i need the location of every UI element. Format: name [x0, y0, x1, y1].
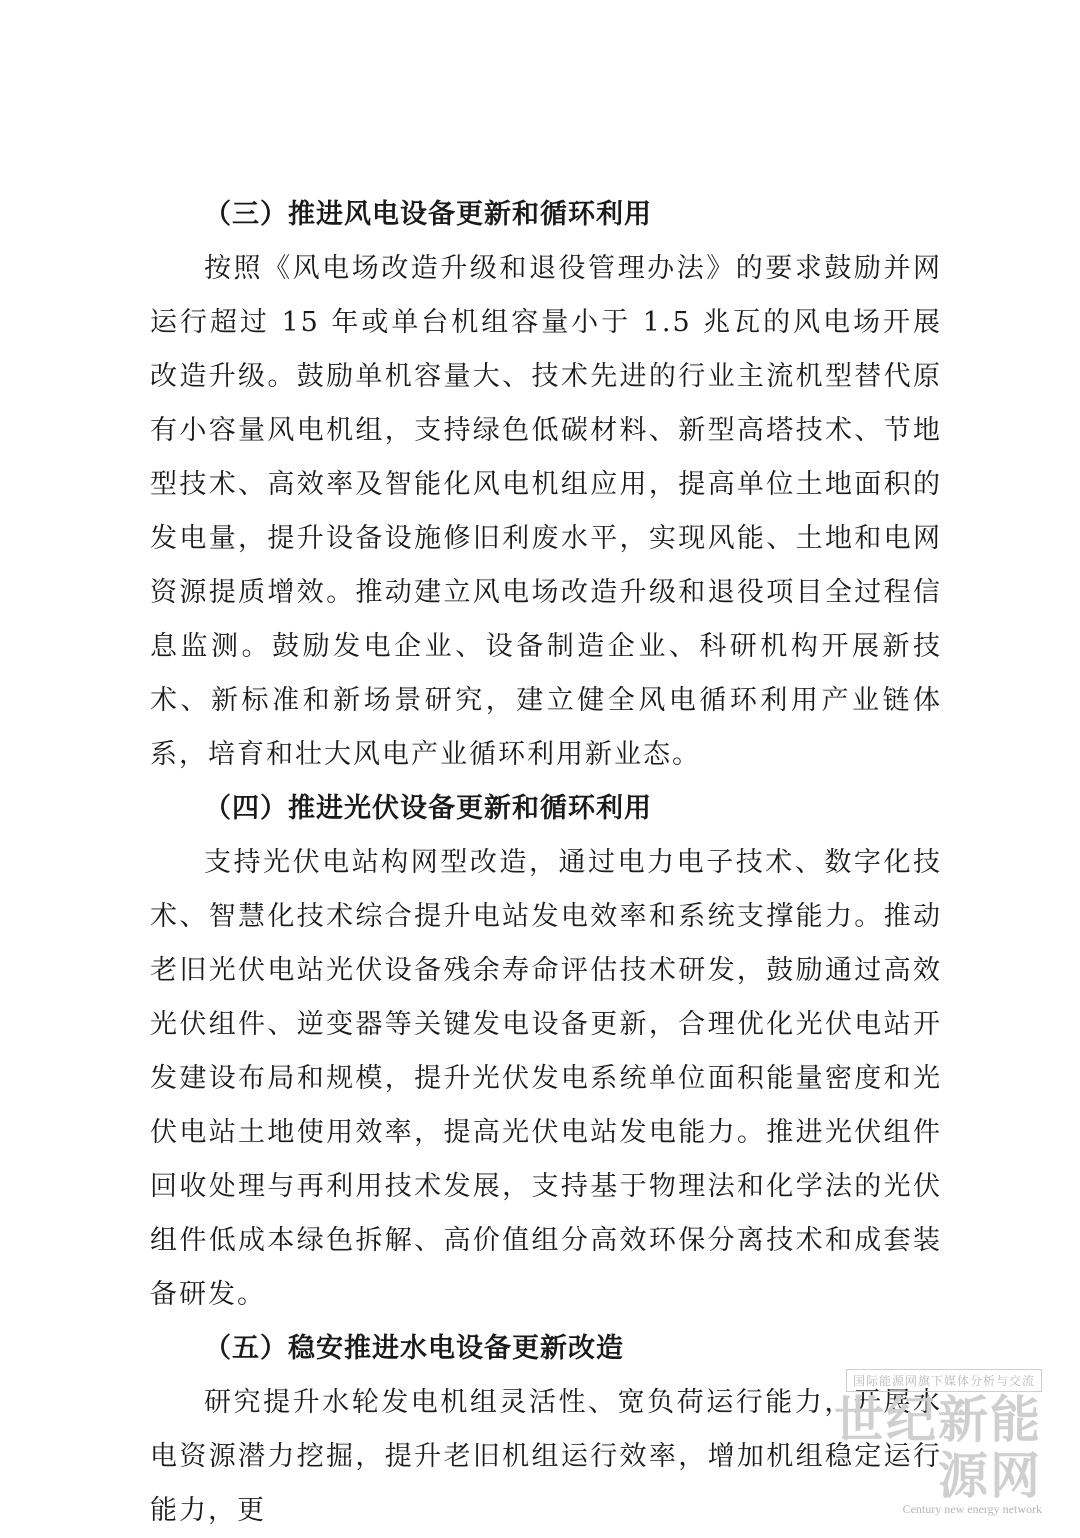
watermark-tagline: 国际能源网旗下媒体分析与交流 [846, 1369, 1042, 1392]
section-heading-5: （五）稳安推进水电设备更新改造 [204, 1333, 624, 1364]
document-body [150, 188, 942, 1538]
watermark-brand: 世纪新能源网 [834, 1390, 1042, 1505]
watermark-logo [802, 1369, 1042, 1517]
section-paragraph-3: 按照《风电场改造升级和退役管理办法》的要求鼓励并网运行超过 15 年或单台机组容量小于 1.5 兆瓦的风电场开展改造升级。鼓励单机容量大、技术先进的行业主流机型替代原有小容量风电机组，支持绿色低碳材料、新型高塔技术、节地型技术、高效率及智能化风电机组应用，提高单位土地面积的发电量，提升设备设施修旧利废水平，实现风能、土地和电网资源提质增效。推动建立风电场改造升级和退役项目全过程信息监测。鼓励发电企业、设备制造企业、科研机构开展新技术、新标准和新场景研究，建立健全风电循环利用产业链体系，培育和壮大风电产业循环利用新业态。 [150, 253, 942, 770]
section-heading-4: （四）推进光伏设备更新和循环利用 [204, 793, 652, 824]
section-paragraph-5: 研究提升水轮发电机组灵活性、宽负荷运行能力，开展水电资源潜力挖掘，提升老旧机组运行效率，增加机组稳定运行能力，更 [150, 1387, 942, 1526]
section-paragraph-4: 支持光伏电站构网型改造，通过电力电子技术、数字化技术、智慧化技术综合提升电站发电效率和系统支撑能力。推动老旧光伏电站光伏设备残余寿命评估技术研发，鼓励通过高效光伏组件、逆变器等关键发电设备更新，合理优化光伏电站开发建设布局和规模，提升光伏发电系统单位面积能量密度和光伏电站土地使用效率，提高光伏电站发电能力。推进光伏组件回收处理与再利用技术发展，支持基于物理法和化学法的光伏组件低成本绿色拆解、高价值组分高效环保分离技术和成套装备研发。 [150, 847, 942, 1310]
section-heading-3: （三）推进风电设备更新和循环利用 [204, 199, 652, 230]
watermark-subtitle: Century new energy network [902, 1502, 1042, 1516]
